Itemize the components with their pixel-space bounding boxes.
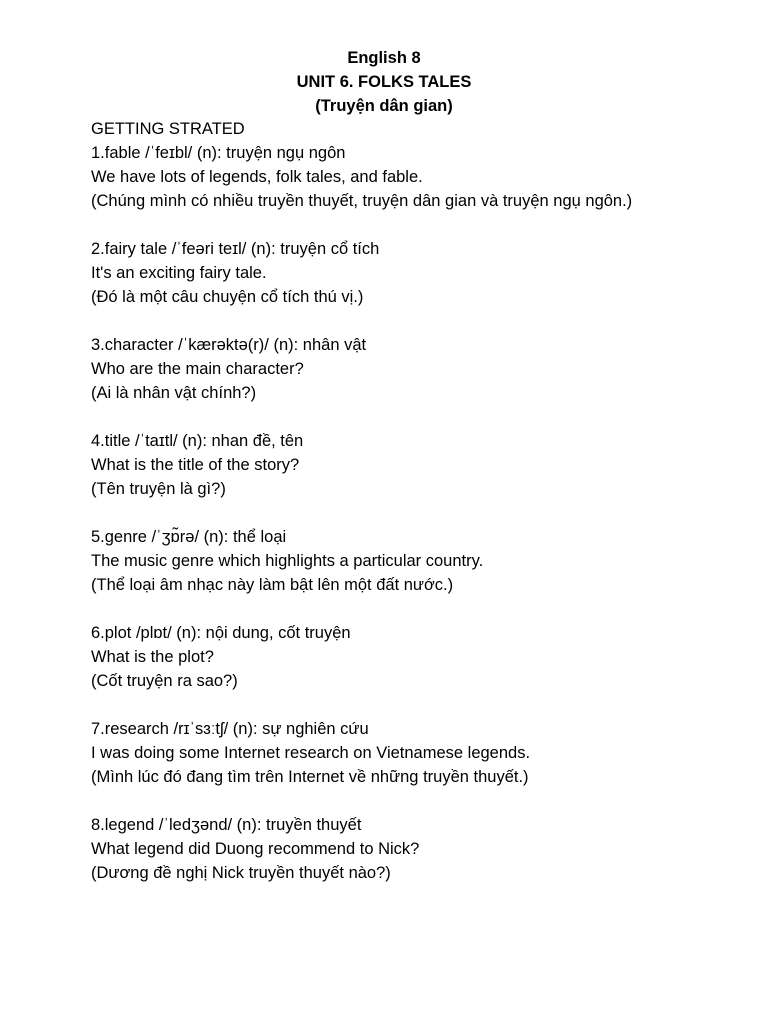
vocab-entry-title — [91, 429, 751, 501]
vocab-example: Who are the main character? — [91, 360, 304, 378]
unit-subtitle: (Truyện dân gian) — [315, 97, 453, 115]
vocab-example: We have lots of legends, folk tales, and fable. — [91, 168, 423, 186]
vocab-example: What is the plot? — [91, 648, 214, 666]
vocab-entry-plot — [91, 621, 751, 693]
vocab-term: 2.fairy tale /ˈfeəri teɪl/ (n): truyện cổ tích — [91, 240, 380, 258]
vocab-term: 4.title /ˈtaɪtl/ (n): nhan đề, tên — [91, 432, 304, 450]
section-heading: GETTING STRATED — [91, 120, 245, 138]
vocab-translation: (Đó là một câu chuyện cổ tích thú vị.) — [91, 288, 364, 306]
vocab-term: 5.genre /ˈʒɒ̃rə/ (n): thể loại — [91, 528, 287, 546]
document-header — [0, 46, 768, 118]
vocab-example: What legend did Duong recommend to Nick? — [91, 840, 420, 858]
vocab-entry-legend — [91, 813, 751, 885]
vocab-translation: (Mình lúc đó đang tìm trên Internet về những truyền thuyết.) — [91, 768, 529, 786]
vocab-entry-fairy-tale — [91, 237, 751, 309]
vocab-entry-fable — [91, 141, 751, 213]
unit-title: UNIT 6. FOLKS TALES — [296, 73, 472, 91]
vocab-translation: (Chúng mình có nhiều truyền thuyết, truyện dân gian và truyện ngụ ngôn.) — [91, 192, 633, 210]
vocab-translation: (Dương đề nghị Nick truyền thuyết nào?) — [91, 864, 391, 882]
vocab-translation: (Cốt truyện ra sao?) — [91, 672, 238, 690]
vocab-term: 1.fable /ˈfeɪbl/ (n): truyện ngụ ngôn — [91, 144, 346, 162]
vocab-entry-genre — [91, 525, 751, 597]
vocab-example: I was doing some Internet research on Vietnamese legends. — [91, 744, 531, 762]
vocab-term: 6.plot /plɒt/ (n): nội dung, cốt truyện — [91, 624, 351, 642]
vocab-term: 7.research /rɪˈsɜːtʃ/ (n): sự nghiên cứu — [91, 720, 369, 738]
vocab-term: 3.character /ˈkærəktə(r)/ (n): nhân vật — [91, 336, 367, 354]
vocab-entry-research — [91, 717, 751, 789]
vocab-translation: (Tên truyện là gì?) — [91, 480, 226, 498]
vocab-entry-character — [91, 333, 751, 405]
course-title: English 8 — [347, 49, 421, 67]
vocab-translation: (Ai là nhân vật chính?) — [91, 384, 257, 402]
vocabulary-list — [91, 117, 751, 885]
vocab-term: 8.legend /ˈledʒənd/ (n): truyền thuyết — [91, 816, 362, 834]
vocab-translation: (Thể loại âm nhạc này làm bật lên một đất nước.) — [91, 576, 454, 594]
vocab-example: It's an exciting fairy tale. — [91, 264, 267, 282]
vocab-example: The music genre which highlights a particular country. — [91, 552, 484, 570]
vocab-example: What is the title of the story? — [91, 456, 300, 474]
